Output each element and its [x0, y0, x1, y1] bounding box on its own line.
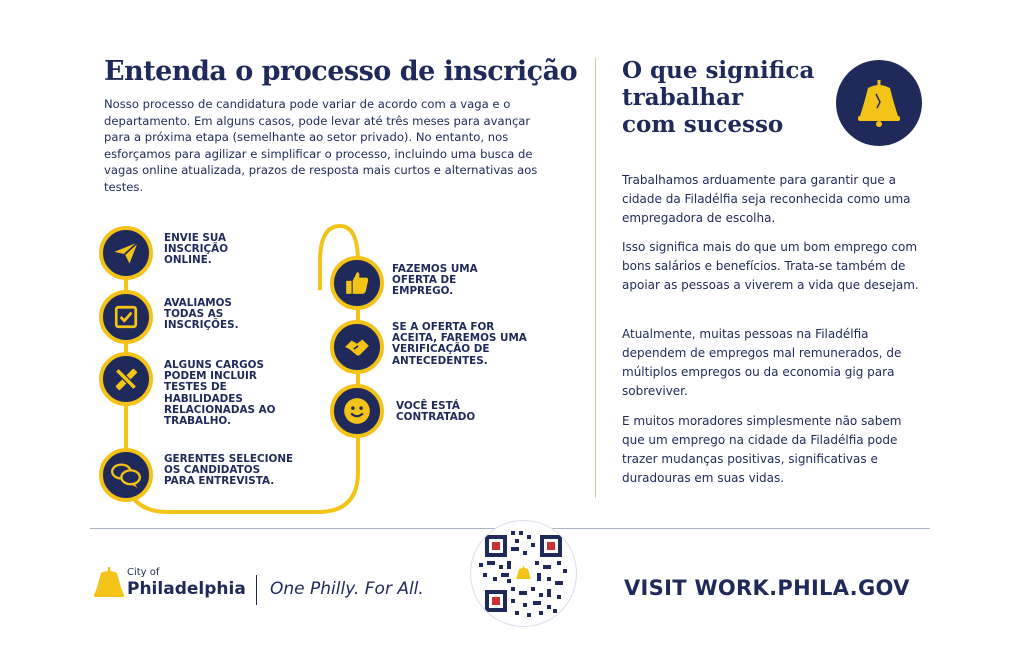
step-7-label: VOCÊ ESTÁ CONTRATADO	[396, 400, 476, 424]
column-divider	[595, 58, 596, 498]
right-title	[622, 57, 814, 138]
logo-separator	[256, 575, 257, 605]
pencil-ruler-icon	[99, 352, 153, 406]
step-4-label: GERENTES SELECIONE OS CANDIDATOS PARA ENTREVISTA.	[164, 453, 294, 488]
step-3-label: ALGUNS CARGOS PODEM INCLUIR TESTES DE HABILIDADES RELACIONADAS AO TRABALHO.	[164, 359, 276, 428]
visit-website-link[interactable]: VISIT WORK.PHILA.GOV	[624, 576, 910, 600]
step-2-label: AVALIAMOS TODAS AS INSCRIÇÕES.	[164, 297, 239, 332]
city-bell-logo-icon	[92, 565, 126, 601]
smiley-icon	[330, 384, 384, 438]
qr-code	[470, 520, 577, 627]
intro-paragraph: Nosso processo de candidatura pode variar de acordo com a vaga e o departamento. Em alguns casos, pode levar até três meses para avançar para a próxima etapa (semelhante ao setor privado). No entanto, nos esforçamos para agilizar e simplificar o processo, incluindo uma busca de vagas online atualizada, prazos de resposta mais curtos e alternativas aos testes.	[104, 97, 538, 194]
step-6-label: SE A OFERTA FOR ACEITA, FAREMOS UMA VERIFICAÇÃO DE ANTECEDENTES.	[392, 321, 527, 367]
checkbox-icon	[99, 290, 153, 344]
step-1-label: ENVIE SUA INSCRIÇÃO ONLINE.	[164, 232, 229, 267]
tagline: One Philly. For All.	[270, 579, 424, 599]
right-paragraph-2: Isso significa mais do que um bom emprego com bons salários e benefícios. Trata-se também de apoiar as pessoas a viverem a vida que desejam.	[622, 240, 919, 292]
logo-philadelphia: Philadelphia	[127, 579, 246, 599]
page-title: Entenda o processo de inscrição	[104, 56, 578, 87]
right-paragraph-4: E muitos moradores simplesmente não sabem que um emprego na cidade da Filadélfia pode trazer mudanças positivas, significativas e duradouras em suas vidas.	[622, 414, 902, 485]
right-paragraph-1: Trabalhamos arduamente para garantir que a cidade da Filadélfia seja reconhecida como uma empregadora de escolha.	[622, 173, 911, 225]
liberty-bell-icon	[836, 60, 922, 146]
right-paragraph-3: Atualmente, muitas pessoas na Filadélfia dependem de empregos mal remunerados, de múltiplos empregos ou da economia gig para sobreviver.	[622, 327, 902, 398]
step-5-label: FAZEMOS UMA OFERTA DE EMPREGO.	[392, 263, 478, 298]
right-title-line1: O que significa	[622, 57, 815, 84]
paper-plane-icon	[99, 226, 153, 280]
thumbs-up-icon	[330, 256, 384, 310]
right-title-line2: trabalhar	[622, 84, 744, 111]
right-title-line3: com sucesso	[622, 111, 784, 138]
process-path	[0, 0, 600, 530]
handshake-icon	[330, 320, 384, 374]
chat-bubbles-icon	[99, 448, 153, 502]
logo-city-of: City of	[127, 567, 160, 578]
